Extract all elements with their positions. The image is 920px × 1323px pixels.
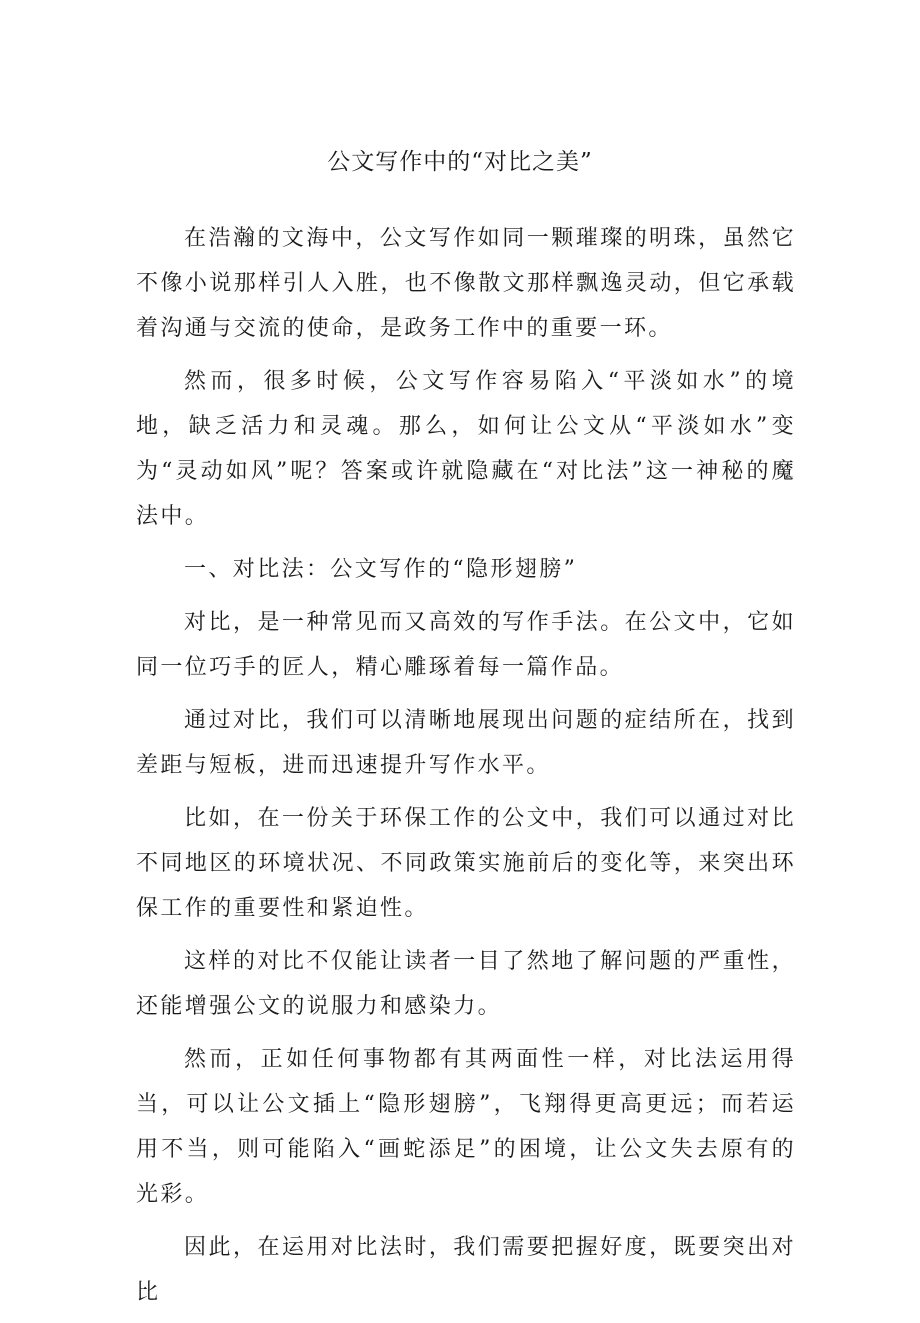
- paragraph-example: 比如，在一份关于环保工作的公文中，我们可以通过对比不同地区的环境状况、不同政策实施前后的变化等，来突出环保工作的重要性和紧迫性。: [136, 806, 796, 921]
- document-title: 公文写作中的“对比之美”: [327, 149, 593, 175]
- paragraph-contrast-definition: 对比，是一种常见而又高效的写作手法。在公文中，它如同一位巧手的匠人，精心雕琢着每一篇作品。: [136, 610, 796, 680]
- paragraph-problem: 然而，很多时候，公文写作容易陷入“平淡如水”的境地，缺乏活力和灵魂。那么，如何让公文从“平淡如水”变为“灵动如风”呢？答案或许就隐藏在“对比法”这一神秘的魔法中。: [136, 369, 796, 529]
- paragraph-conclusion-start: 因此，在运用对比法时，我们需要把握好度，既要突出对比: [136, 1235, 796, 1305]
- paragraph-intro: 在浩瀚的文海中，公文写作如同一颗璀璨的明珠，虽然它不像小说那样引人入胜，也不像散文那样飘逸灵动，但它承载着沟通与交流的使命，是政务工作中的重要一环。: [136, 226, 796, 341]
- document-body: [136, 216, 796, 1323]
- paragraph-contrast-benefit: 通过对比，我们可以清晰地展现出问题的症结所在，找到差距与短板，进而迅速提升写作水平。: [136, 708, 796, 778]
- section-heading-1: 一、对比法：公文写作的“隐形翅膀”: [184, 557, 578, 582]
- paragraph-two-sides: 然而，正如任何事物都有其两面性一样，对比法运用得当，可以让公文插上“隐形翅膀”，飞翔得更高更远；而若运用不当，则可能陷入“画蛇添足”的困境，让公文失去原有的光彩。: [136, 1047, 796, 1207]
- paragraph-effect: 这样的对比不仅能让读者一目了然地了解问题的严重性，还能增强公文的说服力和感染力。: [136, 949, 796, 1019]
